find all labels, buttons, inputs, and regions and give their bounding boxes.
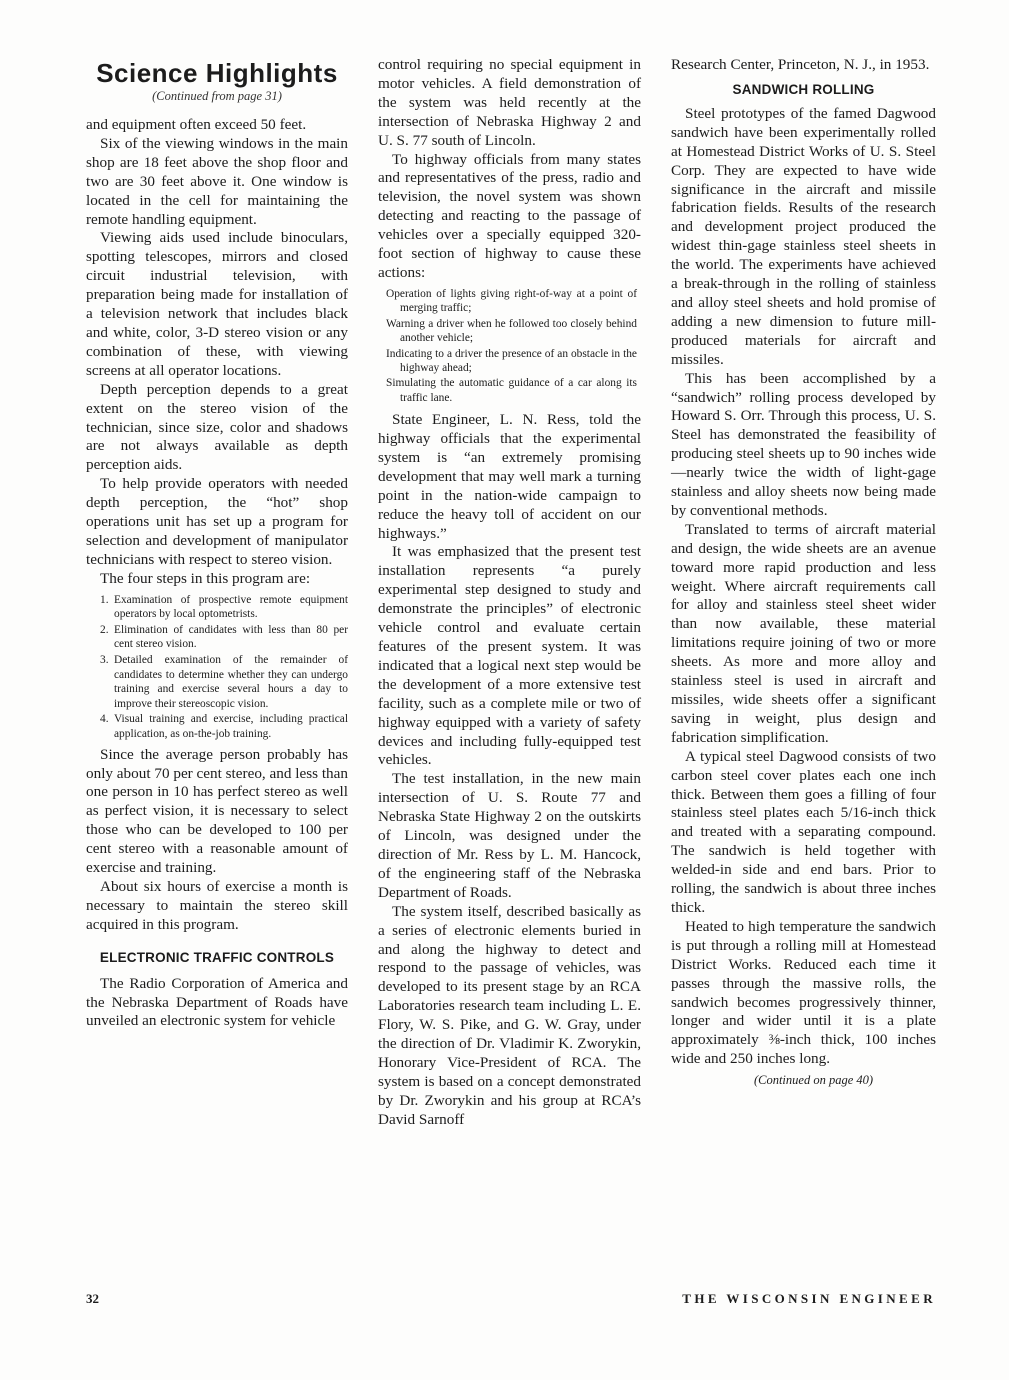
paragraph: The test installation, in the new main intersection of U. S. Route 77 and Nebraska State Highway 2 on the outskirts of Lincoln, was designed under the direction of Mr. Ress by L. M. Hancock, of the engineering staff of the Nebraska Department of Roads. bbox=[378, 770, 641, 901]
paragraph: This has been accomplished by a “sandwich” rolling process developed by Howard S. Orr. Through this process, U. S. Steel has demonstrated the feasibility of producing steel sheets up to 90 inches wide—nearly twice the width of light-gage stainless and alloy sheets now being made by conventional methods. bbox=[671, 369, 936, 519]
paragraph: The four steps in this program are: bbox=[100, 569, 311, 587]
list-item: Indicating to a driver the presence of an obstacle in the highway ahead; bbox=[386, 347, 637, 374]
list-item: Warning a driver when he followed too closely behind another vehicle; bbox=[386, 317, 637, 345]
paragraph: It was emphasized that the present test installation represents “a purely experimental step designed to study and demonstrate the principles” of electronic vehicle control and evaluate certain features of the present system. It was indicated that a logical next step would be the development of a more extensive test facility, such as a complete mile or two of highway equipped with a variety of safety devices and including fully-equipped test vehicles. bbox=[378, 543, 641, 769]
continued-on-note: (Continued on page 40) bbox=[753, 1073, 874, 1088]
column-left bbox=[86, 56, 348, 1031]
paragraph: Heated to high temperature the sandwich is put through a rolling mill at Homestead District Works. Reduced each time it passes through the massive rolls, the sandwich becomes progressively thinner, longer and wider until it is a plate approximately ⅜-inch thick, 100 inches wide and 250 inches long. bbox=[671, 917, 936, 1068]
paragraph: The Radio Corporation of America and the Nebraska Department of Roads have unveiled an electronic system for vehicle bbox=[86, 974, 348, 1030]
paragraph: To highway officials from many states and representatives of the press, radio and television, the novel system was shown detecting and reacting to the passage of vehicles over a specially equipped 320-foot section of highway to cause these actions: bbox=[378, 150, 641, 281]
list-item: Simulating the automatic guidance of a car along its traffic lane. bbox=[386, 377, 637, 404]
list-number: 4. bbox=[100, 713, 109, 726]
journal-name: THE WISCONSIN ENGINEER bbox=[682, 1291, 936, 1306]
list-item bbox=[100, 653, 348, 711]
page-title: Science Highlights bbox=[96, 58, 338, 88]
program-steps-list bbox=[86, 593, 348, 742]
list-item bbox=[100, 712, 348, 741]
list-text: Visual training and exercise, including practical application, as on-the-job training. bbox=[114, 713, 348, 740]
paragraph: Since the average person probably has only about 70 per cent stereo, and less than one person in 10 has perfect stereo as well as perfect vision, it is necessary to select those who can be developed to 100 per cent stereo with a reasonable amount of exercise and training. bbox=[86, 745, 348, 877]
paragraph: Viewing aids used include binoculars, spotting telescopes, mirrors and closed circuit industrial television, with preparation being made for installation of a television network that includes black and white, color, 3-D stereo vision or any combination of these, with viewing screens at all operator locations. bbox=[86, 229, 348, 379]
paragraph: control requiring no special equipment in motor vehicles. A field demonstration of the system was held recently at the intersection of Nebraska Highway 2 and U. S. 77 south of Lincoln. bbox=[378, 56, 641, 149]
section-heading-sandwich: SANDWICH ROLLING bbox=[732, 81, 875, 97]
list-item: Operation of lights giving right-of-way at a point of merging traffic; bbox=[386, 287, 637, 315]
paragraph: A typical steel Dagwood consists of two carbon steel cover plates each one inch thick. Between them goes a filling of four stainless steel plates each 5/16-inch thick and treated with a separating compound. The sandwich is held together with welded-in side and end bars. Prior to rolling, the sandwich is about three inches thick. bbox=[671, 747, 936, 916]
paragraph: About six hours of exercise a month is necessary to maintain the stereo skill acquired in this program. bbox=[86, 877, 348, 933]
system-actions-list bbox=[378, 287, 641, 405]
paragraph: To help provide operators with needed depth perception, the “hot” shop operations unit has set up a program for selection and development of manipulator technicians with respect to stereo vision. bbox=[86, 475, 348, 568]
paragraph: Six of the viewing windows in the main shop are 18 feet above the shop floor and two are 30 feet above it. One window is located in the cell for maintaining the remote handling equipment. bbox=[86, 134, 348, 228]
column-right bbox=[671, 56, 936, 1090]
paragraph: State Engineer, L. N. Ress, told the highway officials that the experimental system is “an extremely promising development that may well mark a turning point in the nation-wide campaign to reduce the heavy toll of accident on our highways.” bbox=[378, 411, 641, 542]
paragraph: The system itself, described basically as a series of electronic elements buried in and along the highway to detect and respond to the passage of vehicles, was developed to its present stage by an RCA Laboratories research team including L. E. Flory, W. S. Pike, and G. W. Gray, under the direction of Dr. Vladimir K. Zworykin, Honorary Vice-President of RCA. The system is based on a concept demonstrated by Dr. Zworykin and his group at RCA’s David Sarnoff bbox=[378, 902, 641, 1128]
paragraph: Steel prototypes of the famed Dagwood sandwich have been experimentally rolled at Homestead District Works of U. S. Steel Corp. They are expected to have wide significance in the aircraft and missile fabrication fields. Results of the research and development project produced the widest thin-gage stainless steel sheets in the world. The experiments have achieved a break-through in the rolling of stainless and alloy steel sheets and hold promise of adding a new dimension to future mill-produced materials for aircraft and missiles. bbox=[671, 104, 936, 368]
paragraph: Research Center, Princeton, N. J., in 1953. bbox=[671, 56, 930, 73]
paragraph: Depth perception depends to a great extent on the stereo vision of the technician, since size, color and shadows are not always available as depth perception aids. bbox=[86, 380, 348, 474]
list-text: Examination of prospective remote equipment operators by local optometrists. bbox=[114, 593, 348, 621]
list-text: Detailed examination of the remainder of candidates to determine whether they can undergo training and exercise several hours a day to improve their stereoscopic vision. bbox=[114, 654, 348, 710]
page-number: 32 bbox=[86, 1291, 99, 1306]
list-item bbox=[100, 593, 348, 622]
list-number: 1. bbox=[100, 593, 109, 606]
list-item bbox=[100, 623, 348, 652]
column-middle bbox=[378, 56, 641, 1130]
continued-from-note: (Continued from page 31) bbox=[152, 89, 282, 103]
list-text: Elimination of candidates with less than 80 per cent stereo vision. bbox=[114, 623, 348, 651]
paragraph: Translated to terms of aircraft material and design, the wide sheets are an avenue toward more rapid production and less weight. Where aircraft requirements call for alloy and stainless steel sheet wider than now available, these material limitations require joining of two or more sheets. As more and more alloy and stainless steel is used in aircraft and missiles, wide sheets offer a significant saving in weight, plus design and fabrication simplification. bbox=[671, 520, 936, 746]
list-number: 3. bbox=[100, 654, 109, 667]
list-number: 2. bbox=[100, 623, 109, 636]
paragraph: and equipment often exceed 50 feet. bbox=[86, 116, 307, 133]
section-heading-traffic: ELECTRONIC TRAFFIC CONTROLS bbox=[99, 949, 335, 965]
